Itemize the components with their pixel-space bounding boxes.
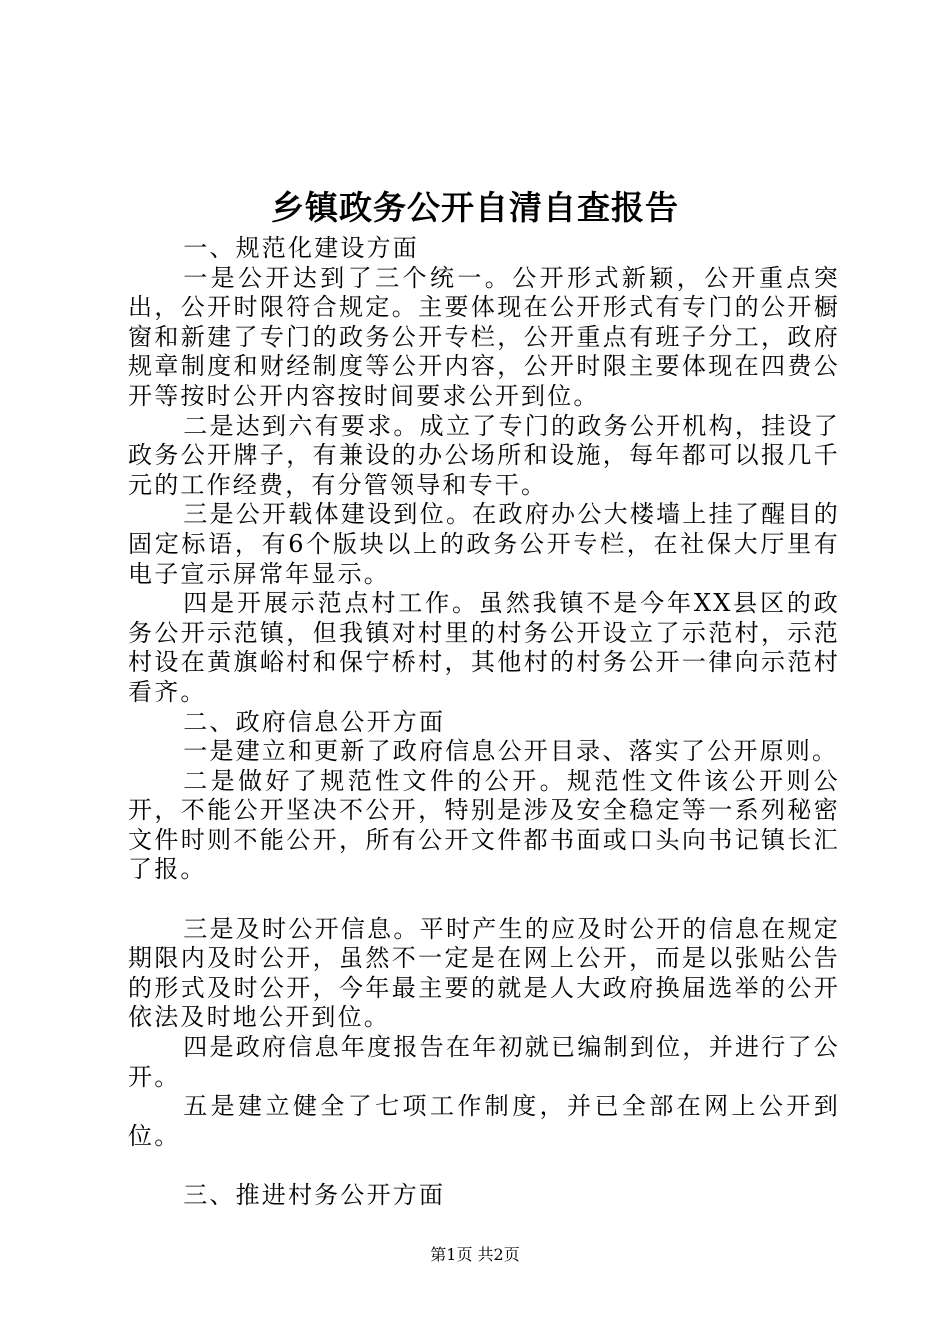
document-title: 乡镇政务公开自清自查报告 [271,188,679,227]
body-paragraph: 一是建立和更新了政府信息公开目录、落实了公开原则。 [183,737,839,766]
body-paragraph: 三是公开载体建设到位。在政府办公大楼墙上挂了醒目的固定标语，有6个版块以上的政务公开专栏，在社保大厅里有电子宣示屏常年显示。 [128,500,840,588]
body-paragraph: 二是做好了规范性文件的公开。规范性文件该公开则公开，不能公开坚决不公开，特别是涉及安全稳定等一系列秘密文件时则不能公开，所有公开文件都书面或口头向书记镇长汇了报。 [128,766,840,884]
body-paragraph: 四是开展示范点村工作。虽然我镇不是今年XX县区的政务公开示范镇，但我镇对村里的村务公开设立了示范村，示范村设在黄旗峪村和保宁桥村，其他村的村务公开一律向示范村看齐。 [128,589,840,706]
page-number-footer: 第1页 共2页 [430,1245,520,1264]
body-paragraph: 三是及时公开信息。平时产生的应及时公开的信息在规定期限内及时公开，虽然不一定是在网上公开，而是以张贴公告的形式及时公开，今年最主要的就是人大政府换届选举的公开依法及时地公开到位。 [128,914,840,1032]
section-heading-2: 二、政府信息公开方面 [183,707,446,736]
body-paragraph: 二是达到六有要求。成立了专门的政务公开机构，挂设了政务公开牌子，有兼设的办公场所和设施，每年都可以报几千元的工作经费，有分管领导和专干。 [128,411,840,499]
document-body [128,234,840,1211]
body-paragraph: 五是建立健全了七项工作制度，并已全部在网上公开到位。 [128,1092,840,1150]
section-heading-3: 三、推进村务公开方面 [183,1181,446,1209]
body-paragraph: 四是政府信息年度报告在年初就已编制到位，并进行了公开。 [128,1033,840,1091]
section-heading-1: 一、规范化建设方面 [183,234,419,262]
body-paragraph: 一是公开达到了三个统一。公开形式新颖，公开重点突出，公开时限符合规定。主要体现在公开形式有专门的公开橱窗和新建了专门的政务公开专栏，公开重点有班子分工，政府规章制度和财经制度等公开内容，公开时限主要体现在四费公开等按时公开内容按时间要求公开到位。 [128,263,840,410]
